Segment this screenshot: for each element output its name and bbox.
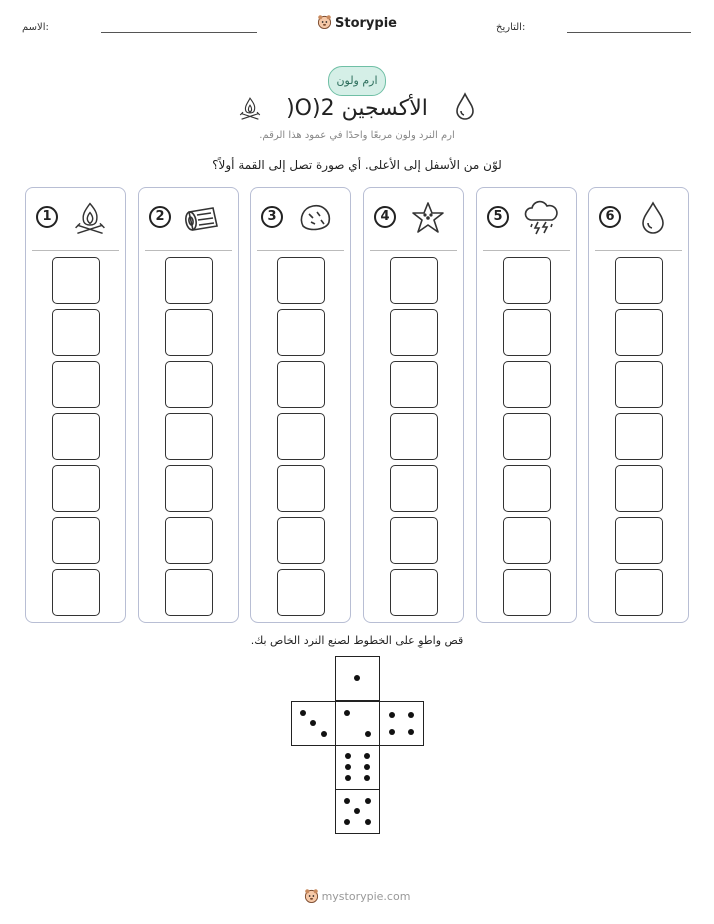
color-square[interactable] [165, 413, 213, 460]
color-square[interactable] [615, 569, 663, 616]
color-square[interactable] [503, 465, 551, 512]
pip [345, 775, 351, 781]
pip [354, 675, 360, 681]
cut-instruction: قص واطوِ على الخطوط لصنع النرد الخاص بك. [250, 634, 464, 647]
color-square[interactable] [165, 309, 213, 356]
column-2 [138, 187, 239, 623]
color-square[interactable] [52, 413, 100, 460]
column-number: 1 [36, 206, 58, 228]
color-square[interactable] [165, 569, 213, 616]
column-3 [250, 187, 351, 623]
campfire-icon [70, 200, 110, 236]
date-label: التاريخ: [496, 22, 526, 33]
log-icon [183, 200, 223, 236]
die-face-1[interactable] [335, 656, 380, 701]
color-square[interactable] [390, 257, 438, 304]
footer [0, 888, 714, 906]
column-number: 4 [374, 206, 396, 228]
column-5 [476, 187, 577, 623]
color-square[interactable] [165, 465, 213, 512]
pip [345, 764, 351, 770]
brand-name: Storypie [335, 16, 397, 31]
color-square[interactable] [390, 361, 438, 408]
date-line[interactable] [567, 32, 691, 33]
pip [364, 775, 370, 781]
color-square[interactable] [277, 361, 325, 408]
pip [365, 819, 371, 825]
die-face-3[interactable] [291, 701, 336, 746]
column-divider [32, 250, 119, 251]
color-square[interactable] [52, 309, 100, 356]
column-number: 5 [487, 206, 509, 228]
storm-cloud-icon [521, 200, 561, 236]
color-square[interactable] [165, 257, 213, 304]
pip [408, 729, 414, 735]
column-number: 6 [599, 206, 621, 228]
color-square[interactable] [615, 361, 663, 408]
color-square[interactable] [390, 569, 438, 616]
page-title: الأكسجين O)2( [286, 96, 428, 121]
color-square[interactable] [165, 361, 213, 408]
column-divider [595, 250, 682, 251]
color-square[interactable] [503, 361, 551, 408]
water-drop-icon [633, 200, 673, 236]
pip [389, 712, 395, 718]
brand-header [0, 14, 714, 33]
color-square[interactable] [503, 257, 551, 304]
color-square[interactable] [52, 361, 100, 408]
color-square[interactable] [277, 517, 325, 564]
rock-icon [295, 200, 335, 236]
column-divider [145, 250, 232, 251]
pip [364, 764, 370, 770]
color-square[interactable] [52, 465, 100, 512]
pip [344, 819, 350, 825]
die-face-2[interactable] [335, 701, 380, 746]
color-square[interactable] [277, 309, 325, 356]
column-divider [483, 250, 570, 251]
color-square[interactable] [503, 517, 551, 564]
column-divider [370, 250, 457, 251]
color-square[interactable] [390, 309, 438, 356]
color-square[interactable] [615, 257, 663, 304]
storypie-logo-icon [304, 888, 319, 906]
color-square[interactable] [277, 257, 325, 304]
pip [354, 808, 360, 814]
instruction: لوّن من الأسفل إلى الأعلى. أي صورة تصل إلى القمة أولاً؟ [212, 158, 502, 172]
color-square[interactable] [277, 569, 325, 616]
pip [321, 731, 327, 737]
color-square[interactable] [615, 465, 663, 512]
color-square[interactable] [390, 465, 438, 512]
color-square[interactable] [277, 413, 325, 460]
footer-url[interactable]: mystorypie.com [321, 890, 411, 903]
pip [365, 731, 371, 737]
color-square[interactable] [390, 413, 438, 460]
color-square[interactable] [52, 257, 100, 304]
color-square[interactable] [52, 517, 100, 564]
color-square[interactable] [503, 309, 551, 356]
pip [310, 720, 316, 726]
column-divider [257, 250, 344, 251]
pip [408, 712, 414, 718]
die-face-4[interactable] [379, 701, 424, 746]
pip [344, 710, 350, 716]
column-6 [588, 187, 689, 623]
name-label: الاسم: [22, 22, 49, 33]
color-square[interactable] [615, 309, 663, 356]
column-1 [25, 187, 126, 623]
water-drop-icon [455, 92, 475, 120]
storypie-logo-icon [317, 14, 332, 33]
starfish-icon [408, 200, 448, 236]
color-square[interactable] [390, 517, 438, 564]
column-number: 2 [149, 206, 171, 228]
subtitle: ارم النرد ولون مربعًا واحدًا في عمود هذا الرقم. [259, 130, 455, 141]
column-number: 3 [261, 206, 283, 228]
pip [344, 798, 350, 804]
pip [365, 798, 371, 804]
color-square[interactable] [615, 413, 663, 460]
color-square[interactable] [277, 465, 325, 512]
color-square[interactable] [165, 517, 213, 564]
roll-color-badge: ارم ولون [328, 66, 386, 96]
die-face-5[interactable] [335, 789, 380, 834]
color-square[interactable] [503, 413, 551, 460]
color-square[interactable] [52, 569, 100, 616]
color-square[interactable] [503, 569, 551, 616]
pip [364, 753, 370, 759]
column-4 [363, 187, 464, 623]
die-face-6[interactable] [335, 745, 380, 790]
pip [300, 710, 306, 716]
pip [345, 753, 351, 759]
color-square[interactable] [615, 517, 663, 564]
pip [389, 729, 395, 735]
